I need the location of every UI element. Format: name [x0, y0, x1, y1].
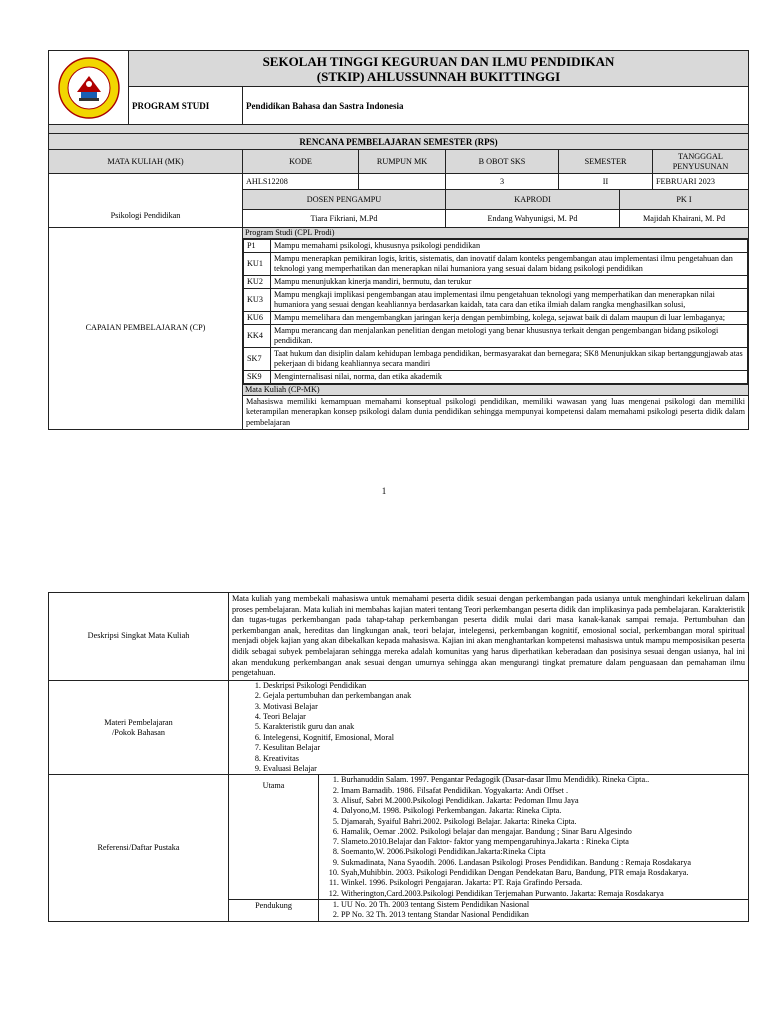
header-semester: SEMESTER [559, 150, 653, 174]
list-item: 2. Imam Barnadib. 1986. Filsafat Pendidikan. Yogyakarta: Andi Offset . [341, 786, 748, 796]
cpl-item [244, 240, 748, 253]
materi-label-line1: Materi Pembelajaran [104, 717, 173, 727]
pendukung-list [319, 900, 748, 921]
cpl-code: KU6 [244, 312, 271, 325]
materi-label-line2: /Pokok Bahasan [112, 727, 165, 737]
institution-name [129, 51, 749, 87]
pki-label: PK I [620, 190, 749, 210]
cpl-code: P1 [244, 240, 271, 253]
cpl-code: SK7 [244, 348, 271, 371]
cpl-text: Mampu memelihara dan mengembangkan jaringan kerja dengan pembimbing, kolega, sejawat baik di dalam maupun di luar lembaganya; [271, 312, 748, 325]
materi-list-cell [229, 680, 749, 775]
utama-list [319, 775, 748, 899]
header-mata-kuliah: MATA KULIAH (MK) [49, 150, 243, 174]
rps-detail-table [48, 592, 749, 922]
cpl-code: KK4 [244, 325, 271, 348]
page-number: 1 [381, 486, 387, 496]
list-item: 11. Winkel. 1996. Psikologri Pengajaran. Jakarta: PT. Raja Grafindo Persada. [341, 878, 748, 888]
rps-header-table [48, 50, 749, 430]
cpl-code: SK9 [244, 371, 271, 384]
program-value: Pendidikan Bahasa dan Sastra Indonesia [243, 87, 749, 125]
doc-title: RENCANA PEMBELAJARAN SEMESTER (RPS) [49, 134, 749, 150]
institution-line1: SEKOLAH TINGGI KEGURUAN DAN ILMU PENDIDIKAN [262, 53, 615, 69]
list-item: 1. UU No. 20 Th. 2003 tentang Sistem Pendidikan Nasional [341, 900, 748, 910]
pki-value: Majidah Khairani, M. Pd [620, 210, 749, 228]
stkip-logo-icon [57, 56, 121, 120]
list-item: 6. Hamalik, Oemar .2002. Psikologi belajar dan mengajar. Bandung ; Sinar Baru Algesindo [341, 827, 748, 837]
list-item: 6. Intelegensi, Kognitif, Emosional, Moral [263, 733, 748, 743]
cpl-text: Mampu merancang dan menjalankan penelitian dengan metologi yang benar khususnya terkait dengan pengembangan bidang psikologi pendidikan. [271, 325, 748, 348]
kaprodi-label: KAPRODI [446, 190, 620, 210]
cpl-text: Menginternalisasi nilai, norma, dan etika akademik [271, 371, 748, 384]
cpl-text: Mampu mengkaji implikasi pengembangan atau implementasi ilmu pengetahuan teknologi yang memperhatikan dan menerapkan nilai humaniora yang sesuai dengan keahliannya berdasarkan kaidah, tata cara dan etika ilmiah dalam rangka menghasilkan solusi, [271, 289, 748, 312]
list-item: 7. Slameto.2010.Belajar dan Faktor- faktor yang mempengaruhinya.Jakarta : Rineka Cipta [341, 837, 748, 847]
cpmk-section-title: Mata Kuliah (CP-MK) [243, 385, 749, 396]
list-item: 12. Witherington,Card.2003.Psikologi Pendidikan Terjemahan Purwanto. Jakarta: Remaja Rosdakarya [341, 889, 748, 899]
list-item: 8. Soemanto,W. 2006.Psikologi Pendidikan.Jakarta:Rineka Cipta [341, 847, 748, 857]
list-item: 9. Sukmadinata, Nana Syaodih. 2006. Landasan Psikologi Proses Pendidikan. Bandung : Remaja Rosdakarya [341, 858, 748, 868]
kaprodi-value: Endang Wahyunigsi, M. Pd [446, 210, 620, 228]
list-item: 1. Deskripsi Psikologi Pendidikan [263, 681, 748, 691]
list-item: 4. Dalyono,M. 1998. Psikologi Perkembangan. Jakarta: Rineka Cipta. [341, 806, 748, 816]
list-item: 5. Karakteristik guru dan anak [263, 722, 748, 732]
cpl-code: KU3 [244, 289, 271, 312]
header-rumpun: RUMPUN MK [359, 150, 446, 174]
course-code: AHLS12208 [243, 174, 359, 190]
cpl-code: KU1 [244, 253, 271, 276]
cpl-text: Mampu menerapkan pemikiran logis, kritis, sistematis, dan inovatif dalam konteks pengembangan atau implementasi ilmu pengetahuan dan teknologi yang memperhatikan dan menerapkan nilai humaniora yang sesuai dalam bidang psikologi pendidikan [271, 253, 748, 276]
header-kode: KODE [243, 150, 359, 174]
cpl-item [244, 253, 748, 276]
list-item: 1. Burhanuddin Salam. 1997. Pengantar Pedagogik (Dasar-dasar Ilmu Mendidik). Rineka Cipta.. [341, 775, 748, 785]
referensi-label: Referensi/Daftar Pustaka [49, 775, 229, 921]
cpl-text: Mampu menunjukkan kinerja mandiri, bermutu, dan terukur [271, 276, 748, 289]
deskripsi-label: Deskripsi Singkat Mata Kuliah [49, 593, 229, 681]
utama-label: Utama [229, 775, 319, 900]
cpl-list-cell [243, 239, 749, 385]
dosen-value: Tiara Fikriani, M.Pd [243, 210, 446, 228]
spacer-row [49, 125, 749, 134]
cpl-code: KU2 [244, 276, 271, 289]
cpl-item [244, 289, 748, 312]
cpl-item [244, 325, 748, 348]
list-item: 5. Djamarah, Syaiful Bahri.2002. Psikologi Belajar. Jakarta: Rineka Cipta. [341, 817, 748, 827]
deskripsi-text: Mata kuliah yang membekali mahasiswa untuk memahami peserta didik sesuai dengan perkembangan pada usianya untuk menghindari kekeliruan dalam proses pembelajaran. Mata kuliah ini membahas kajian materi tentang Teori perkembangan peserta didik dan implikasinya pada pembelajaran. Karakteristik dan tugas-tugas perkembangan pada tahap-tahap perkembangan peserta didik mulai dari masa kanak-kanak sampai remaja. Pertumbuhan dan perkembangan anak, hereditas dan lingkungan anak, teori belajar, intelegensi, perkembangan kognitif, emosional social, perkembangan moral spiritual menjadi objek kajian yang akan dibekalkan kepada mahasiswa. Kajian ini akan menghantarkan kompetensi mahasiswa untuk mampu memposisikan peserta didik sebagai subyek pembelajaran sehingga mereka adalah komunitas yang harus diperhatikan keberadaan dan posisinya sesuai dengan usianya, hal ini akan mendukung perkembangan anak sesuai dengan umurnya sehingga akan mengurangi tingkat premature dalam penguasaan dan pemahaman ilmu pengetahuan. [229, 593, 749, 681]
cpl-item [244, 276, 748, 289]
cpl-text: Taat hukum dan disiplin dalam kehidupan lembaga pendidikan, bermasyarakat dan bernegara; SK8 Menunjukkan sikap bertanggungjawab atas pekerjaan di bidang keahliannya secara mandiri [271, 348, 748, 371]
header-sks: B OBOT SKS [446, 150, 559, 174]
cpl-list [243, 239, 748, 384]
course-semester: II [559, 174, 653, 190]
cpl-item [244, 348, 748, 371]
cpl-section-title: Program Studi (CPL Prodi) [243, 228, 749, 239]
cpl-item [244, 312, 748, 325]
dosen-label: DOSEN PENGAMPU [243, 190, 446, 210]
institution-logo [49, 51, 129, 125]
cpl-text: Mampu memahami psikologi, khususnya psikologi pendidikan [271, 240, 748, 253]
utama-list-cell [319, 775, 749, 900]
header-tanggal: TANGGGAL PENYUSUNAN [653, 150, 749, 174]
list-item: 9. Evaluasi Belajar [263, 764, 748, 774]
list-item: 3. Motivasi Belajar [263, 702, 748, 712]
list-item: 10. Syah,Muhibbin. 2003. Psikologi Pendidikan Dengan Pendekatan Baru, Bandung, PTR emaja Rosdakarya. [341, 868, 748, 878]
institution-line2: (STKIP) AHLUSSUNNAH BUKITTINGGI [316, 68, 561, 84]
list-item: 2. PP No. 32 Th. 2013 tentang Standar Nasional Pendidikan [341, 910, 748, 920]
pendukung-list-cell [319, 899, 749, 921]
cp-row-label: CAPAIAN PEMBELAJARAN (CP) [49, 228, 243, 430]
course-rumpun [359, 174, 446, 190]
list-item: 2. Gejala pertumbuhan dan perkembangan anak [263, 691, 748, 701]
program-label: PROGRAM STUDI [129, 87, 243, 125]
list-item: 3. Alisuf, Sabri M.2000.Psikologi Pendidikan. Jakarta: Pedoman Ilmu Jaya [341, 796, 748, 806]
course-name: Psikologi Pendidikan [49, 174, 243, 228]
course-sks: 3 [446, 174, 559, 190]
materi-label [49, 680, 229, 775]
cpl-item [244, 371, 748, 384]
list-item: 8. Kreativitas [263, 754, 748, 764]
cpmk-text: Mahasiswa memiliki kemampuan memahami konseptual psikologi pendidikan, memiliki wawasan yang luas mengenai psikologi dan memiliki keterampilan menerapkan konsep psikologi dalam dunia pendidikan sehingga mempunyai kompetensi dalam memahami psikologi peserta didik dalam pembelajaran [243, 396, 749, 430]
course-date: FEBRUARI 2023 [653, 174, 749, 190]
pendukung-label: Pendukung [229, 899, 319, 921]
list-item: 7. Kesulitan Belajar [263, 743, 748, 753]
materi-list [229, 681, 748, 775]
list-item: 4. Teori Belajar [263, 712, 748, 722]
